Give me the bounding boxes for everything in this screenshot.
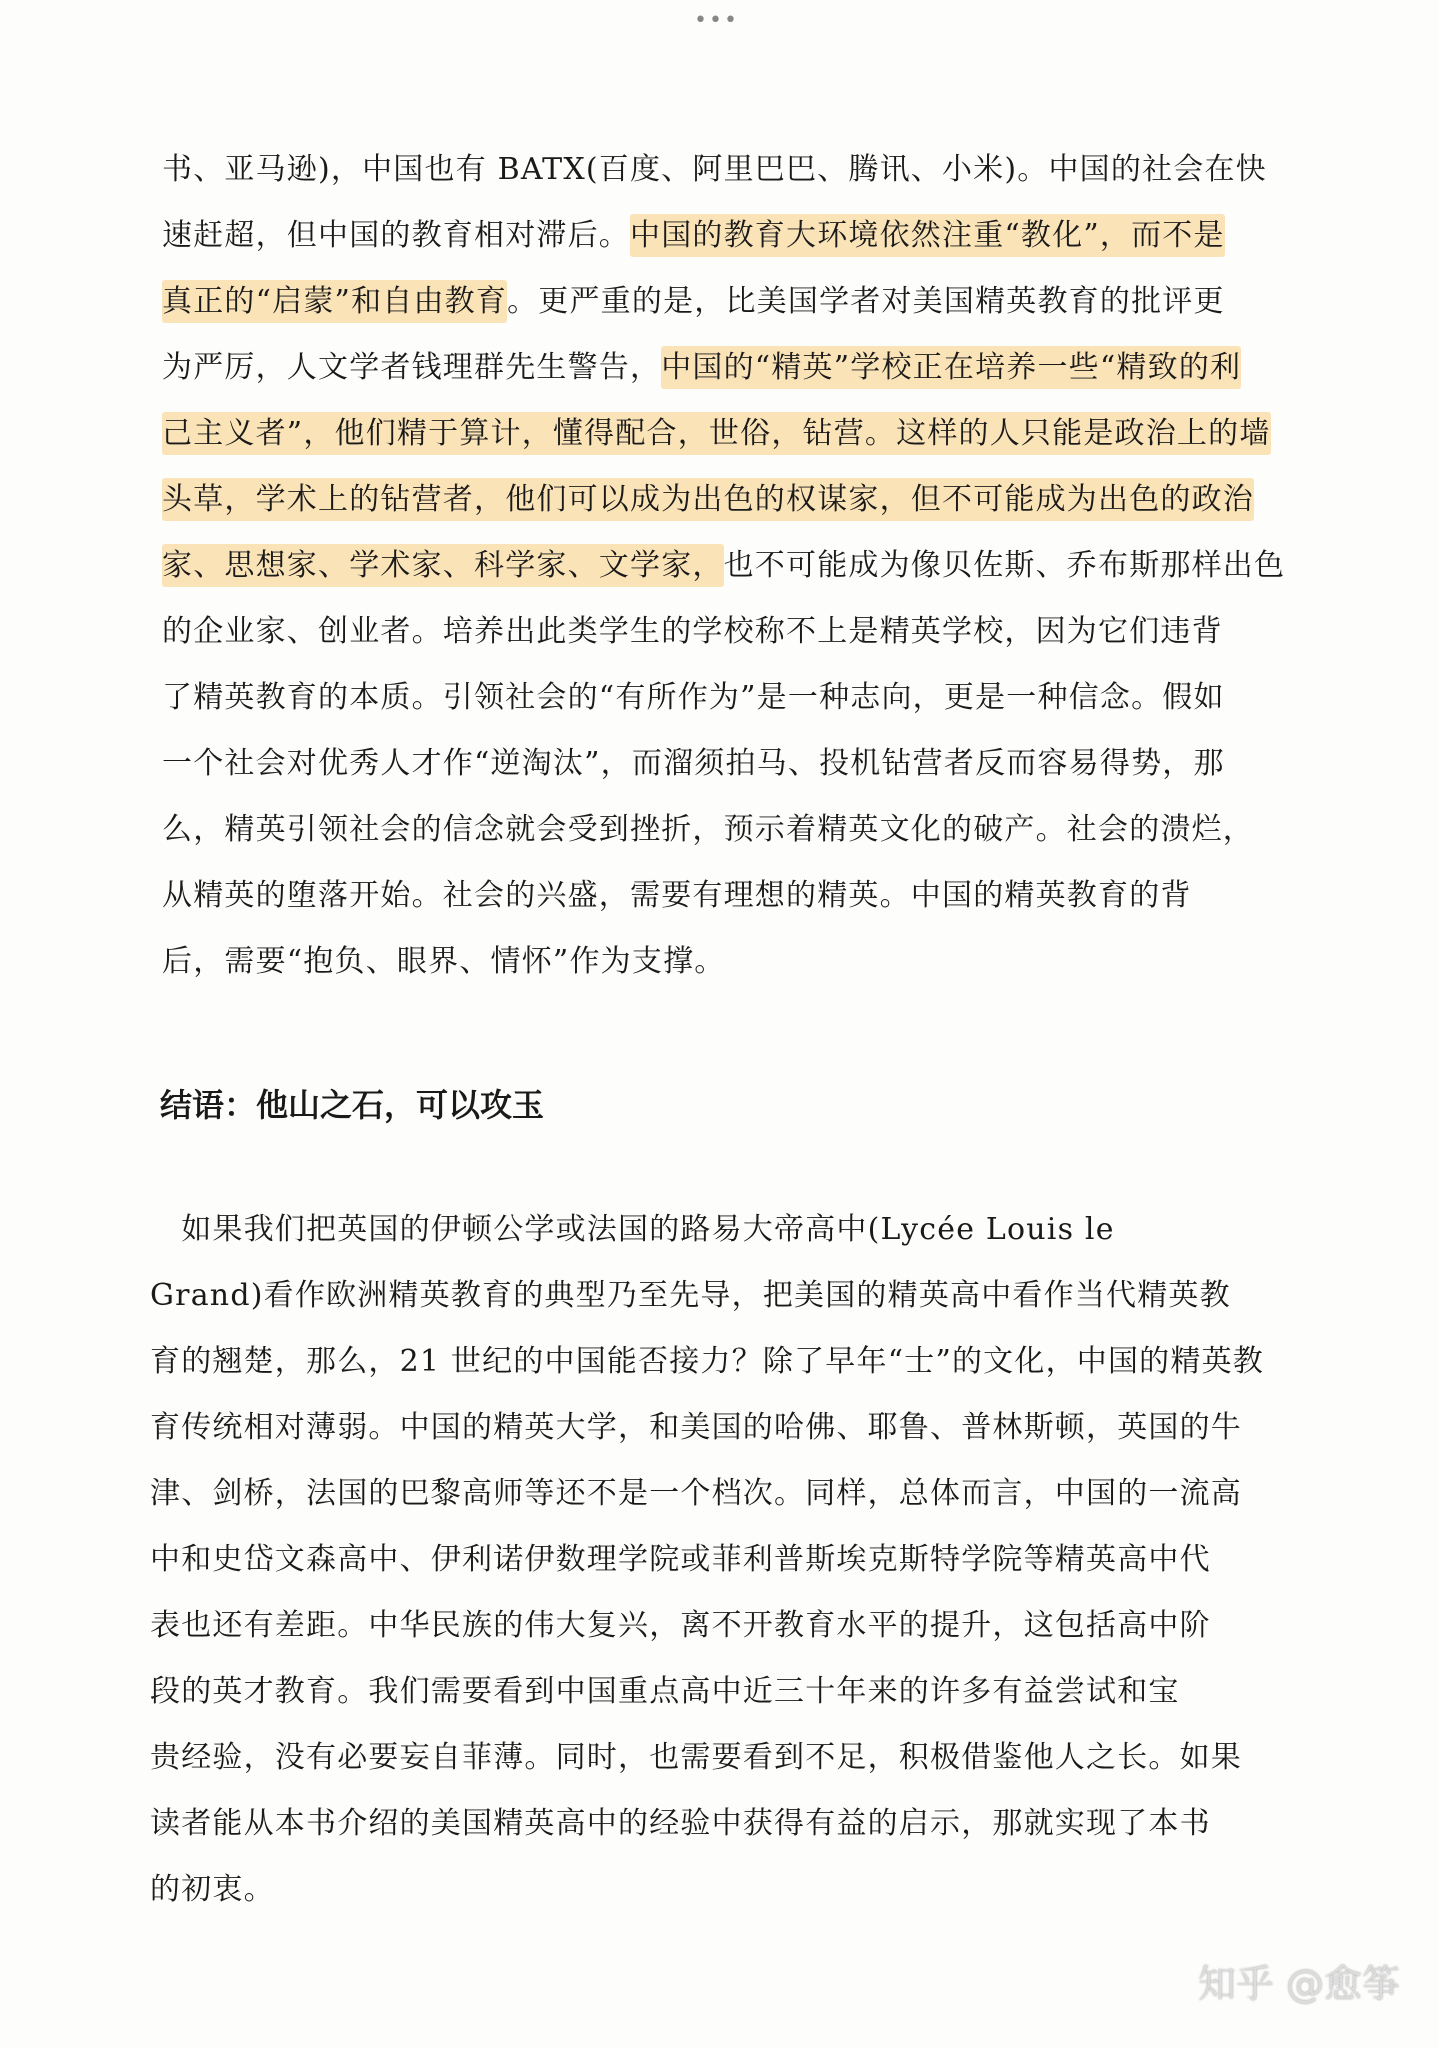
section-heading: 结语：他山之石，可以攻玉 [160,1086,545,1124]
text-line: 中和史岱文森高中、伊利诺伊数理学院或菲利普斯埃克斯特学院等精英高中代 [150,1542,1211,1577]
text-line [162,810,1262,850]
text-segment: 。更严重的是，比美国学者对美国精英教育的批评更 [507,284,1225,319]
text-line [162,480,1262,520]
text-line [162,414,1271,454]
text-segment: 后，需要“抱负、眼界、情怀”作为支撑。 [162,944,726,979]
text-segment: 了精英教育的本质。引领社会的“有所作为”是一种志向，更是一种信念。假如 [162,680,1225,715]
text-line: Grand)看作欧洲精英教育的典型乃至先导，把美国的精英高中看作当代精英教 [150,1278,1231,1313]
text-line: 育的翘楚，那么，21 世纪的中国能否接力？除了早年“士”的文化，中国的精英教 [150,1344,1264,1379]
text-segment: 从精英的堕落开始。社会的兴盛，需要有理想的精英。中国的精英教育的背 [162,878,1192,913]
text-line: 的初衷。 [150,1872,275,1907]
text-line: 表也还有差距。中华民族的伟大复兴，离不开教育水平的提升，这包括高中阶 [150,1608,1211,1643]
text-line: 段的英才教育。我们需要看到中国重点高中近三十年来的许多有益尝试和宝 [150,1674,1180,1709]
text-line: 如果我们把英国的伊顿公学或法国的路易大帝高中(Lycée Louis le [150,1212,1115,1247]
text-line [162,612,1262,652]
highlighted-text: 中国的“精英”学校正在培养一些“精致的利 [661,346,1241,389]
text-segment: 为严厉，人文学者钱理群先生警告， [162,350,662,385]
text-line: 读者能从本书介绍的美国精英高中的经验中获得有益的启示，那就实现了本书 [150,1806,1211,1841]
text-line [162,348,1262,388]
highlighted-text: 家、思想家、学术家、科学家、文学家， [162,544,724,587]
text-segment: 么，精英引领社会的信念就会受到挫折，预示着精英文化的破产。社会的溃烂， [162,812,1254,847]
more-menu-icon[interactable]: ••• [694,8,739,33]
highlighted-text: 头草，学术上的钻营者，他们可以成为出色的权谋家，但不可能成为出色的政治 [162,478,1254,521]
highlighted-text: 中国的教育大环境依然注重“教化”，而不是 [630,214,1225,257]
text-segment: 速赶超，但中国的教育相对滞后。 [162,218,630,253]
text-line [162,942,1262,982]
text-line: 育传统相对薄弱。中国的精英大学，和美国的哈佛、耶鲁、普林斯顿，英国的牛 [150,1410,1242,1445]
text-segment: 一个社会对优秀人才作“逆淘汰”，而溜须拍马、投机钻营者反而容易得势，那 [162,746,1225,781]
text-line [162,150,1267,190]
highlighted-text: 真正的“启蒙”和自由教育 [162,280,507,323]
text-line [162,216,1262,256]
text-line: 津、剑桥，法国的巴黎高师等还不是一个档次。同样，总体而言，中国的一流高 [150,1476,1242,1511]
text-line [162,876,1262,916]
text-line [162,282,1262,322]
highlighted-text: 己主义者”，他们精于算计，懂得配合，世俗，钻营。这样的人只能是政治上的墙 [162,412,1271,455]
text-line [162,678,1262,718]
text-line: 贵经验，没有必要妄自菲薄。同时，也需要看到不足，积极借鉴他人之长。如果 [150,1740,1242,1775]
text-segment: 书、亚马逊)，中国也有 BATX(百度、阿里巴巴、腾讯、小米)。中国的社会在快 [162,152,1267,187]
text-line [162,546,1286,586]
zhihu-watermark: 知乎 @愈筝 [1197,1962,1400,2006]
text-segment: 也不可能成为像贝佐斯、乔布斯那样出色 [723,548,1286,583]
text-line [162,744,1262,784]
text-segment: 的企业家、创业者。培养出此类学生的学校称不上是精英学校，因为它们违背 [162,614,1223,649]
